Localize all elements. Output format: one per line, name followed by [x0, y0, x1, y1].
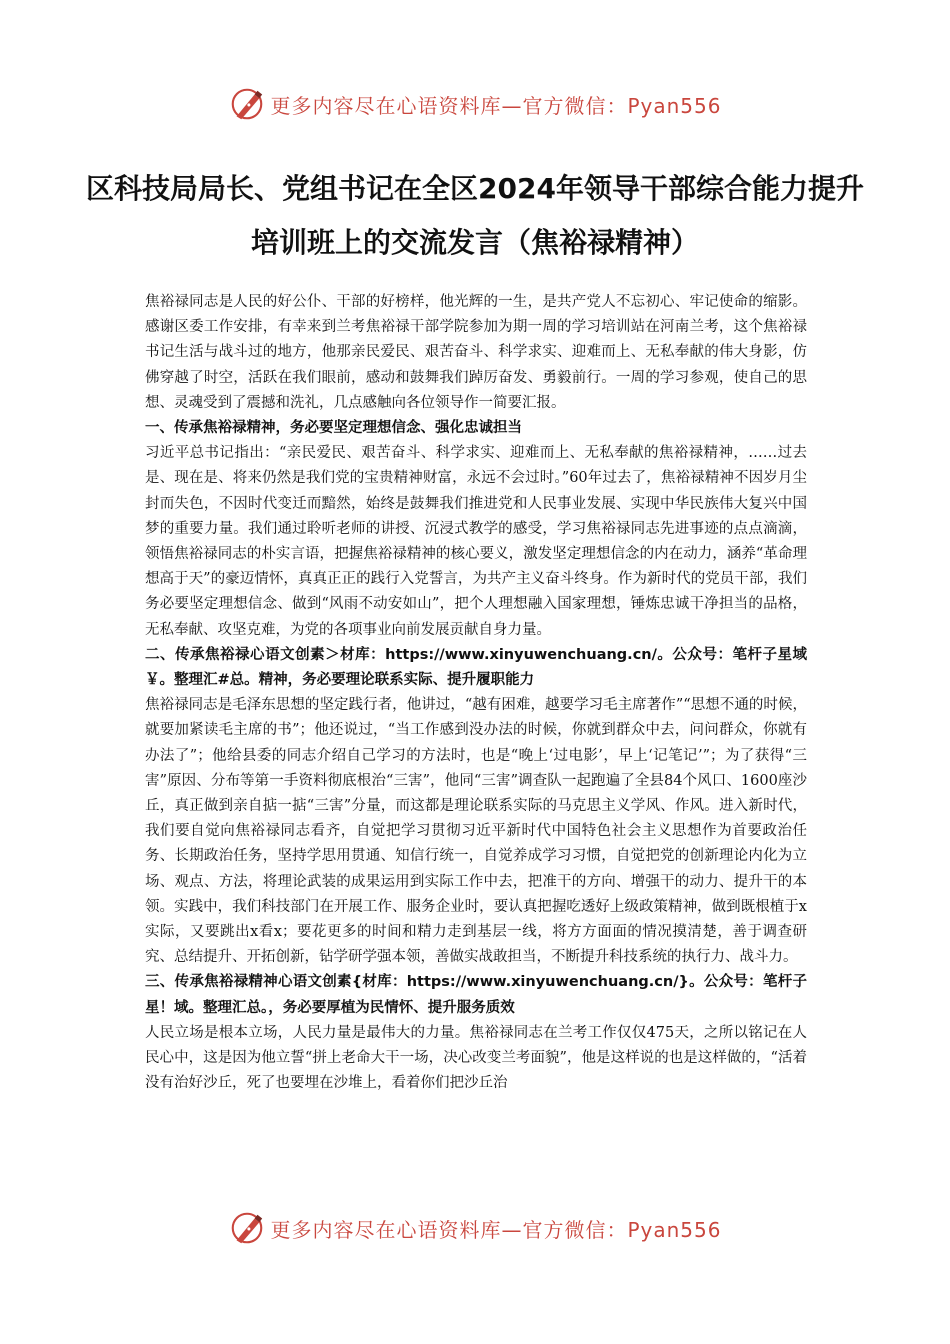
- document-title: 区科技局局长、党组书记在全区2024年领导干部综合能力提升培训班上的交流发言（焦裕禄精神）: [86, 171, 864, 259]
- pen-nib-logo-icon: [228, 85, 266, 123]
- section-heading-3: 三、传承焦裕禄精神心语文创素{材库：https://www.xinyuwenchuang.cn/}。公众号：笔杆子星！域。整理汇总。，务必要厚植为民情怀、提升服务质效: [145, 974, 807, 1016]
- section-heading-2: 二、传承焦裕禄心语文创素＞材库：https://www.xinyuwenchuang.cn/。公众号：笔杆子星域￥。整理汇#总。精神，务必要理论联系实际、提升履职能力: [145, 646, 807, 689]
- section-heading-1: 一、传承焦裕禄精神，务必要坚定理想信念、强化忠诚担当: [145, 420, 522, 437]
- document-body: [145, 290, 807, 1097]
- footer-banner-text: 更多内容尽在心语资料库—官方微信：Pyan556: [270, 1217, 722, 1242]
- section-2-paragraph: 焦裕禄同志是毛泽东思想的坚定践行者，他讲过，“越有困难，越要学习毛主席著作”“思想不通的时候，就要加紧读毛主席的书”；他还说过，“当工作感到没办法的时候，你就到群众中去，问问群众，你就有办法了”；他给县委的同志介绍自己学习的方法时，也是“晚上‘过电影’，早上‘记笔记’”；为了获得“三害”原因、分布等第一手资料彻底根治“三害”，他同“三害”调查队一起跑遍了全县84个风口、1600座沙丘，真正做到亲自掂一掂“三害”分量，而这都是理论联系实际的马克思主义学风、作风。进入新时代，我们要自觉向焦裕禄同志看齐，自觉把学习贯彻习近平新时代中国特色社会主义思想作为首要政治任务、长期政治任务，坚持学思用贯通、知信行统一，自觉养成学习习惯，自觉把党的创新理论内化为立场、观点、方法，将理论武装的成果运用到实际工作中去，把准干的方向、增强干的动力、提升干的本领。实践中，我们科技部门在开展工作、服务企业时，要认真把握吃透好上级政策精神，做到既根植于x实际，又要跳出x看x；要花更多的时间和精力走到基层一线，将方方面面的情况摸清楚，善于调查研究、总结提升、开拓创新，钻学研学强本领，善做实战敢担当，不断提升科技系统的执行力、战斗力。: [145, 697, 807, 966]
- header-banner: [0, 82, 950, 126]
- pen-nib-logo-icon: [228, 1209, 266, 1247]
- header-banner-text: 更多内容尽在心语资料库—官方微信：Pyan556: [270, 93, 722, 118]
- section-1-paragraph: 习近平总书记指出：“亲民爱民、艰苦奋斗、科学求实、迎难而上、无私奉献的焦裕禄精神，……过去是、现在是、将来仍然是我们党的宝贵精神财富，永远不会过时。”60年过去了，焦裕禄精神不因岁月尘封而失色，不因时代变迁而黯然，始终是鼓舞我们推进党和人民事业发展、实现中华民族伟大复兴中国梦的重要力量。我们通过聆听老师的讲授、沉浸式教学的感受，学习焦裕禄同志先进事迹的点点滴滴，领悟焦裕禄同志的朴实言语，把握焦裕禄精神的核心要义，激发坚定理想信念的内在动力，涵养“革命理想高于天”的豪迈情怀，真真正正的践行入党誓言，为共产主义奋斗终身。作为新时代的党员干部，我们务必要坚定理想信念、做到“风雨不动安如山”，把个人理想融入国家理想，锤炼忠诚干净担当的品格，无私奉献、攻坚克难，为党的各项事业向前发展贡献自身力量。: [145, 445, 807, 638]
- footer-banner: [0, 1206, 950, 1250]
- intro-paragraph: 焦裕禄同志是人民的好公仆、干部的好榜样，他光辉的一生，是共产党人不忘初心、牢记使命的缩影。感谢区委工作安排，有幸来到兰考焦裕禄干部学院参加为期一周的学习培训站在河南兰考，这个焦裕禄书记生活与战斗过的地方，他那亲民爱民、艰苦奋斗、科学求实、迎难而上、无私奉献的伟大身影，仿佛穿越了时空，活跃在我们眼前，感动和鼓舞我们踔厉奋发、勇毅前行。一周的学习参观，使自己的思想、灵魂受到了震撼和洗礼，几点感触向各位领导作一简要汇报。: [145, 294, 807, 411]
- section-3-paragraph: 人民立场是根本立场，人民力量是最伟大的力量。焦裕禄同志在兰考工作仅仅475天，之所以铭记在人民心中，这是因为他立誓“拼上老命大干一场，决心改变兰考面貌”，他是这样说的也是这样做的，“活着没有治好沙丘，死了也要埋在沙堆上，看着你们把沙丘治: [145, 1024, 807, 1092]
